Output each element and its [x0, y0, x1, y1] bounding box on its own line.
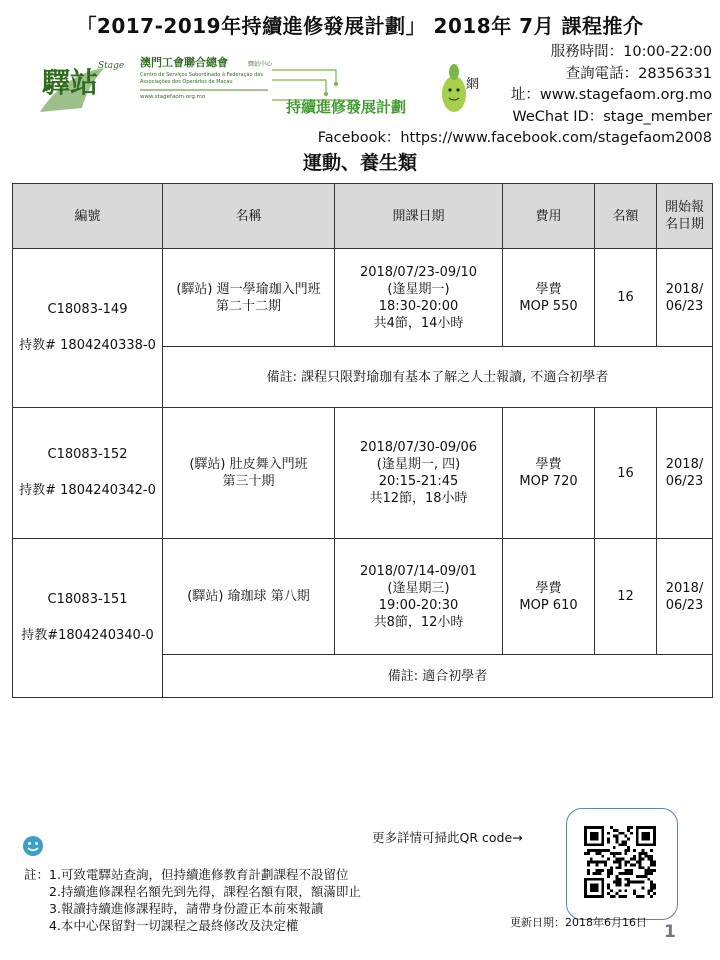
reg-date-line: 06/23 [665, 474, 704, 489]
logo-program: 持續進修發展計劃 [286, 98, 407, 116]
smiley-icon [22, 835, 44, 857]
course-name-line: 第二十二期 [215, 298, 281, 314]
course-code: C18083-151 [47, 592, 128, 607]
course-ref: 持教# 1804240338-0 [19, 338, 156, 353]
course-remark: 備註: 適合初學者 [163, 655, 713, 698]
address-label: 址： [510, 87, 540, 103]
course-code: C18083-149 [47, 302, 128, 317]
table-header-row [13, 184, 713, 249]
course-code: C18083-152 [47, 447, 128, 462]
course-name-line: (驛站) 肚皮舞入門班 [189, 457, 308, 472]
qr-prompt: 更多詳情可掃此QR code→ [372, 830, 523, 845]
logo-org-sub: 驛站中心 [248, 61, 273, 68]
course-date-range: 2018/07/23-09/10 [359, 264, 478, 280]
service-hours: 服務時間：10:00-22:00 [550, 44, 712, 60]
course-dates-cell [335, 408, 503, 539]
course-name-cell [163, 408, 335, 539]
address-link[interactable]: www.stagefaom.org.mo [539, 87, 712, 103]
course-registration-date [657, 249, 713, 347]
course-name-cell [163, 249, 335, 347]
header-quota: 名額 [595, 184, 657, 249]
reg-date-line: 2018/ [665, 580, 704, 596]
course-quota: 16 [595, 249, 657, 347]
logo-org-pt1: Centro de Serviços Subordinado à Federação das [140, 72, 263, 78]
course-time: 18:30-20:00 [378, 298, 459, 314]
fee-amount: MOP 610 [519, 597, 578, 613]
table-row [13, 408, 713, 539]
updated-date: 更新日期：2018年6月16日 [510, 916, 647, 929]
fee-label: 學費 [535, 457, 562, 472]
course-sessions: 共12節，18小時 [369, 491, 468, 506]
address-line [318, 85, 712, 107]
course-weekday: (逢星期一, 四) [376, 457, 461, 472]
logo-brand-chars: 驛站 [42, 66, 99, 99]
course-sessions: 共8節，12小時 [373, 614, 464, 630]
reg-date-line: 2018/ [665, 457, 704, 472]
header-fee: 費用 [503, 184, 595, 249]
contact-info [318, 42, 712, 150]
section-title: 運動、養生類 [302, 152, 417, 174]
wechat-id: WeChat ID：stage_member [512, 108, 712, 125]
course-code-cell [13, 539, 163, 698]
course-sessions: 共4節，14小時 [373, 315, 464, 331]
header-registration-date: 開始報名日期 [657, 184, 713, 249]
course-table [12, 183, 713, 698]
course-quota: 12 [595, 539, 657, 655]
header-start-date: 開課日期 [335, 184, 503, 249]
course-name-line: (驛站) 瑜珈球 第八期 [187, 589, 310, 604]
note-item: 2.持續進修課程名額先到先得，課程名額有限，額滿即止 [49, 884, 361, 899]
course-fee-cell [503, 249, 595, 347]
logo-org-name: 澳門工會聯合總會 [140, 56, 228, 69]
course-registration-date [657, 539, 713, 655]
fee-label: 學費 [535, 281, 562, 297]
course-registration-date [657, 408, 713, 539]
course-dates-cell [335, 539, 503, 655]
course-fee-cell [503, 539, 595, 655]
note-item [24, 866, 361, 883]
course-fee-cell [503, 408, 595, 539]
course-weekday: (逢星期三) [387, 580, 450, 596]
page-number: 1 [664, 922, 676, 942]
header-code: 編號 [13, 184, 163, 249]
course-date-range: 2018/07/30-09/06 [359, 440, 478, 455]
course-remark: 備註: 課程只限對瑜珈有基本了解之人士報讀, 不適合初學者 [163, 347, 713, 408]
note-text: 1.可致電驛站查詢，但持續進修教育計劃課程不設留位 [49, 867, 349, 882]
fee-amount: MOP 550 [519, 298, 578, 314]
course-code-cell [13, 408, 163, 539]
table-row [13, 539, 713, 655]
course-code-cell [13, 249, 163, 408]
course-ref: 持教# 1804240342-0 [19, 483, 156, 498]
course-time: 19:00-20:30 [378, 597, 459, 613]
qr-code-icon[interactable] [584, 826, 656, 898]
facebook-link[interactable]: Facebook：https://www.facebook.com/stagefaom2008 [317, 130, 712, 146]
notes-prefix: 註： [24, 867, 50, 882]
fee-label: 學費 [535, 580, 562, 596]
fee-amount: MOP 720 [519, 474, 578, 489]
logo-site: www.stagefaom.org.mo [140, 94, 206, 100]
course-date-range: 2018/07/14-09/01 [359, 563, 478, 579]
course-name-cell [163, 539, 335, 655]
logo-stage-word: Stage [98, 61, 125, 71]
table-row [13, 249, 713, 347]
reg-date-line: 06/23 [665, 597, 704, 613]
course-time: 20:15-21:45 [378, 474, 459, 489]
course-dates-cell [335, 249, 503, 347]
course-quota: 16 [595, 408, 657, 539]
course-name-line: 第三十期 [222, 474, 275, 489]
notes-block [24, 866, 361, 934]
course-name-line: (驛站) 週一學瑜珈入門班 [176, 281, 321, 297]
reg-date-line: 06/23 [665, 298, 704, 314]
header-name: 名稱 [163, 184, 335, 249]
logo-net-char: 網 [466, 77, 480, 92]
page-title: 「2017-2019年持續進修發展計劃」 2018年 7月 課程推介 [76, 14, 644, 38]
note-item: 4.本中心保留對一切課程之最終修改及決定權 [49, 918, 299, 933]
note-item: 3.報讀持續進修課程時，請帶身份證正本前來報讀 [49, 901, 324, 916]
logo-org-pt2: Associações dos Operários de Macau [140, 79, 233, 85]
reg-date-line: 2018/ [665, 281, 704, 297]
course-weekday: (逢星期一) [387, 281, 450, 297]
course-ref: 持教#1804240340-0 [21, 628, 154, 643]
phone-number: 查詢電話：28356331 [565, 65, 712, 82]
